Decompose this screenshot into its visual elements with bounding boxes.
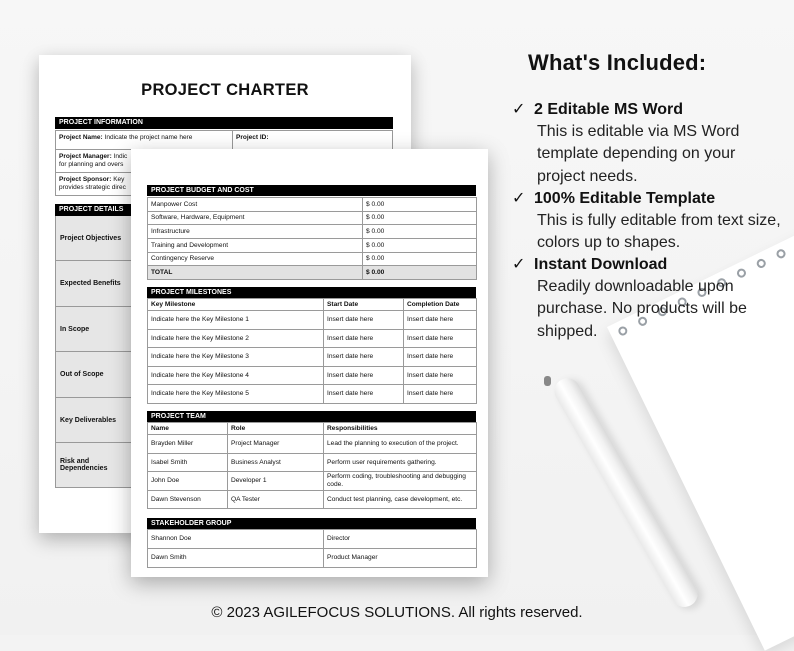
milestone-end: Insert date here bbox=[404, 329, 477, 348]
budget-item: Manpower Cost bbox=[148, 198, 363, 212]
feature-description bbox=[512, 276, 794, 343]
budget-amount: $ 0.00 bbox=[363, 239, 477, 253]
checkmark-icon: ✓ bbox=[512, 190, 526, 207]
feature-item bbox=[512, 99, 794, 188]
detail-key-deliverables: Key Deliverables bbox=[55, 398, 131, 443]
team-row bbox=[148, 472, 477, 491]
whats-included-title: What's Included: bbox=[528, 50, 707, 75]
milestone-name: Indicate here the Key Milestone 3 bbox=[148, 348, 324, 367]
checkmark-icon: ✓ bbox=[512, 256, 526, 273]
milestones-header: PROJECT MILESTONES bbox=[147, 287, 476, 298]
budget-amount: $ 0.00 bbox=[363, 198, 477, 212]
feature-line: Readily downloadable upon bbox=[537, 278, 734, 295]
team-member-name: Dawn Stevenson bbox=[148, 490, 228, 509]
feature-title: 2 Editable MS Word bbox=[534, 101, 684, 118]
team-member-role: QA Tester bbox=[228, 490, 324, 509]
project-id-cell bbox=[232, 130, 393, 150]
feature-line: This is fully editable from text size, bbox=[537, 212, 781, 229]
milestone-row bbox=[148, 385, 477, 404]
stakeholder-title: Director bbox=[324, 530, 477, 549]
milestone-start: Insert date here bbox=[324, 385, 404, 404]
milestone-end: Insert date here bbox=[404, 348, 477, 367]
project-id-label: Project ID: bbox=[236, 134, 269, 141]
stakeholder-name: Shannon Doe bbox=[148, 530, 324, 549]
feature-line: template depending on your bbox=[537, 145, 736, 163]
budget-item: Training and Development bbox=[148, 239, 363, 253]
budget-item: Infrastructure bbox=[148, 225, 363, 239]
feature-line: project needs. bbox=[537, 167, 638, 185]
pen-tip bbox=[544, 376, 551, 386]
project-manager-value-line2: for planning and overs bbox=[59, 161, 124, 168]
milestone-end: Insert date here bbox=[404, 366, 477, 385]
stakeholder-row bbox=[148, 549, 477, 568]
budget-table bbox=[147, 197, 477, 280]
budget-row bbox=[148, 211, 477, 225]
team-member-name: Isabel Smith bbox=[148, 453, 228, 472]
feature-heading bbox=[512, 99, 794, 121]
copyright-footer: © 2023 AGILEFOCUS SOLUTIONS. All rights reserved. bbox=[211, 604, 583, 621]
milestone-row bbox=[148, 366, 477, 385]
budget-total-label: TOTAL bbox=[148, 266, 363, 280]
team-member-role: Business Analyst bbox=[228, 453, 324, 472]
column-header: Start Date bbox=[324, 299, 404, 311]
budget-row bbox=[148, 198, 477, 212]
team-member-responsibility: Lead the planning to execution of the project. bbox=[324, 435, 477, 454]
column-header: Responsibilities bbox=[324, 423, 477, 435]
budget-row bbox=[148, 239, 477, 253]
project-information-header: PROJECT INFORMATION bbox=[55, 117, 393, 129]
column-header: Key Milestone bbox=[148, 299, 324, 311]
team-member-responsibility: Perform user requirements gathering. bbox=[324, 453, 477, 472]
milestone-start: Insert date here bbox=[324, 329, 404, 348]
milestone-start: Insert date here bbox=[324, 348, 404, 367]
column-header: Name bbox=[148, 423, 228, 435]
team-row bbox=[148, 435, 477, 454]
team-table bbox=[147, 422, 477, 509]
detail-objectives: Project Objectives bbox=[55, 216, 131, 261]
milestone-row bbox=[148, 329, 477, 348]
stakeholder-row bbox=[148, 530, 477, 549]
feature-title: Instant Download bbox=[534, 256, 668, 273]
project-name-label: Project Name: bbox=[59, 134, 103, 141]
column-header: Role bbox=[228, 423, 324, 435]
detail-in-scope: In Scope bbox=[55, 307, 131, 352]
milestones-table bbox=[147, 298, 477, 404]
feature-line: This is editable via MS Word bbox=[537, 123, 740, 140]
stakeholder-table bbox=[147, 529, 477, 568]
milestones-column-header-row bbox=[148, 299, 477, 311]
feature-heading bbox=[512, 188, 794, 210]
milestone-name: Indicate here the Key Milestone 4 bbox=[148, 366, 324, 385]
budget-total-amount: $ 0.00 bbox=[363, 266, 477, 280]
milestone-start: Insert date here bbox=[324, 311, 404, 330]
milestone-name: Indicate here the Key Milestone 5 bbox=[148, 385, 324, 404]
budget-amount: $ 0.00 bbox=[363, 211, 477, 225]
detail-expected-benefits: Expected Benefits bbox=[55, 261, 131, 307]
budget-amount: $ 0.00 bbox=[363, 225, 477, 239]
column-header: Completion Date bbox=[404, 299, 477, 311]
project-details-header: PROJECT DETAILS bbox=[55, 204, 393, 216]
milestone-name: Indicate here the Key Milestone 1 bbox=[148, 311, 324, 330]
budget-amount: $ 0.00 bbox=[363, 252, 477, 266]
stakeholder-header: STAKEHOLDER GROUP bbox=[147, 518, 476, 529]
team-column-header-row bbox=[148, 423, 477, 435]
team-member-name: John Doe bbox=[148, 472, 228, 491]
feature-title: 100% Editable Template bbox=[534, 190, 716, 207]
team-header: PROJECT TEAM bbox=[147, 411, 476, 422]
budget-item: Software, Hardware, Equipment bbox=[148, 211, 363, 225]
team-member-name: Brayden Miller bbox=[148, 435, 228, 454]
milestone-row bbox=[148, 348, 477, 367]
milestone-name: Indicate here the Key Milestone 2 bbox=[148, 329, 324, 348]
team-member-responsibility: Conduct test planning, case development, etc. bbox=[324, 490, 477, 509]
detail-out-of-scope: Out of Scope bbox=[55, 352, 131, 398]
budget-row bbox=[148, 225, 477, 239]
feature-line: colors up to shapes. bbox=[537, 234, 681, 252]
team-row bbox=[148, 490, 477, 509]
feature-heading bbox=[512, 254, 794, 276]
milestone-start: Insert date here bbox=[324, 366, 404, 385]
feature-item bbox=[512, 254, 794, 343]
budget-total-row bbox=[148, 266, 477, 280]
detail-risk-dependencies: Risk and Dependencies bbox=[55, 443, 131, 488]
project-name-value: Indicate the project name here bbox=[104, 134, 193, 141]
feature-line: shipped. bbox=[537, 322, 598, 340]
project-manager-label: Project Manager: bbox=[59, 153, 112, 160]
team-row bbox=[148, 453, 477, 472]
checkmark-icon: ✓ bbox=[512, 101, 526, 118]
team-member-role: Developer 1 bbox=[228, 472, 324, 491]
stakeholder-title: Product Manager bbox=[324, 549, 477, 568]
project-sponsor-value: Key bbox=[113, 176, 125, 183]
budget-item: Contingency Reserve bbox=[148, 252, 363, 266]
team-member-responsibility: Perform coding, troubleshooting and debugging code. bbox=[324, 472, 477, 491]
stakeholder-name: Dawn Smith bbox=[148, 549, 324, 568]
feature-description bbox=[512, 121, 794, 188]
document-title: PROJECT CHARTER bbox=[141, 81, 309, 99]
project-sponsor-label: Project Sponsor: bbox=[59, 176, 112, 183]
project-charter-page-front bbox=[131, 149, 488, 577]
milestone-end: Insert date here bbox=[404, 311, 477, 330]
project-name-cell bbox=[55, 130, 233, 150]
project-manager-value: Indic bbox=[113, 153, 128, 160]
budget-header: PROJECT BUDGET AND COST bbox=[147, 185, 476, 196]
feature-line: purchase. No products will be bbox=[537, 300, 747, 318]
team-member-role: Project Manager bbox=[228, 435, 324, 454]
budget-row bbox=[148, 252, 477, 266]
milestone-row bbox=[148, 311, 477, 330]
project-sponsor-value-line2: provides strategic direc bbox=[59, 184, 126, 191]
feature-description bbox=[512, 210, 794, 255]
feature-item bbox=[512, 188, 794, 255]
milestone-end: Insert date here bbox=[404, 385, 477, 404]
